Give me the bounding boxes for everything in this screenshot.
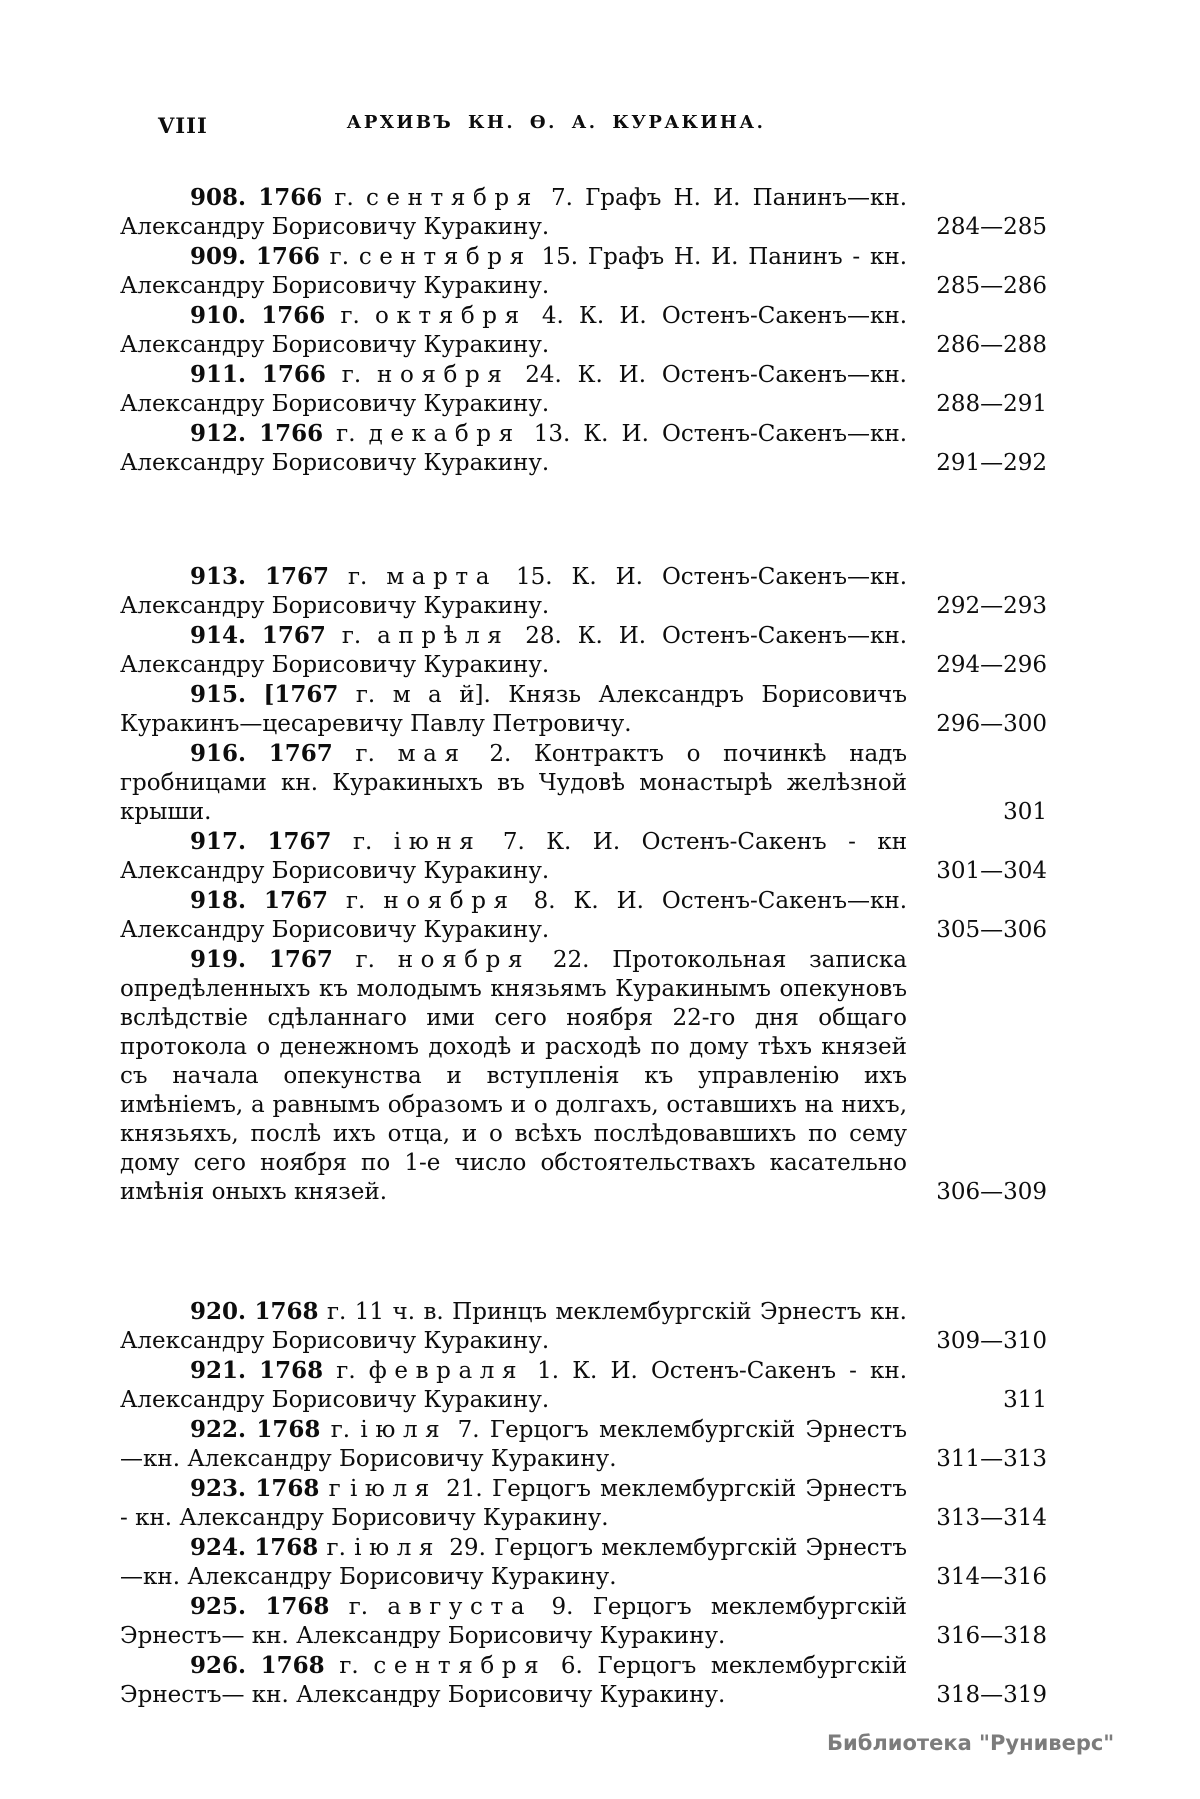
- entry-year: 1767: [268, 740, 333, 767]
- entry-year: 1768: [255, 1475, 320, 1502]
- toc-entry: [120, 1651, 1047, 1710]
- toc-entry: [120, 1297, 1047, 1356]
- toc-group: [120, 1297, 1047, 1710]
- entry-year: 1768: [259, 1357, 324, 1384]
- entry-num: 908.: [190, 184, 247, 211]
- toc-entries: [120, 183, 1047, 1710]
- toc-entry: [120, 360, 1047, 419]
- entry-pre: г.: [341, 623, 362, 649]
- toc-entry: [120, 945, 1047, 1207]
- toc-entry: [120, 242, 1047, 301]
- entry-rest: 7. Герцогъ меклембургскій Эрнестъ—кн. Александру Борисовичу Куракину.: [120, 1417, 907, 1472]
- entry-rest: 13. К. И. Остенъ-Сакенъ—кн. Александру Борисовичу Куракину.: [120, 421, 908, 476]
- entry-month: іюля: [349, 1476, 437, 1502]
- entry-pre: г.: [334, 185, 354, 211]
- entry-rest: 28. К. И. Остенъ-Сакенъ—кн. Александру Борисовичу Куракину.: [120, 623, 908, 678]
- entry-rest: 24. К. И. Остенъ-Сакенъ—кн. Александру Борисовичу Куракину.: [120, 362, 907, 417]
- entry-pre: г.: [340, 303, 360, 329]
- entry-pages: 309—310: [936, 1328, 1047, 1354]
- entry-pre: г.: [355, 741, 375, 767]
- entry-pages: 301: [1003, 799, 1047, 825]
- toc-group: [120, 562, 1047, 1207]
- entry-pre: г.: [345, 888, 366, 914]
- entry-year: 1766: [258, 184, 323, 211]
- entry-num: 922.: [190, 1416, 247, 1443]
- entry-month: ноября: [397, 947, 531, 973]
- entry-rest: Принцъ меклембургскій Эрнестъ кн. Александру Борисовичу Куракину.: [120, 1299, 907, 1354]
- entry-pre: г: [328, 1476, 341, 1502]
- entry-pages: 294—296: [936, 652, 1047, 678]
- folio-page-number: VIII: [158, 113, 208, 138]
- entry-year: 1768: [254, 1298, 319, 1325]
- entry-pre: г. м а й].: [355, 682, 491, 708]
- entry-num: 910.: [190, 302, 247, 329]
- entry-num: 909.: [190, 243, 247, 270]
- entry-rest: 6. Герцогъ меклембургскій Эрнестъ— кн. Александру Борисовичу Куракину.: [120, 1653, 908, 1708]
- entry-rest: 7. К. И. Остенъ-Сакенъ - кн Александру Борисовичу Куракину.: [120, 829, 908, 884]
- entry-num: 924.: [190, 1534, 247, 1561]
- entry-year: 1766: [261, 361, 326, 388]
- entry-year: 1767: [261, 622, 326, 649]
- entry-pages: 318—319: [936, 1682, 1047, 1708]
- entry-pre: г.: [352, 829, 373, 855]
- toc-entry: [120, 1592, 1047, 1651]
- entry-year: 1768: [265, 1593, 330, 1620]
- entry-year: 1766: [261, 302, 326, 329]
- entry-rest: 15. Графъ Н. И. Панинъ - кн. Александру Борисовичу Куракину.: [120, 244, 908, 299]
- entry-pre: г.: [330, 1417, 351, 1443]
- entry-pages: 296—300: [936, 711, 1047, 737]
- toc-entry: [120, 886, 1047, 945]
- entry-num: 918.: [190, 887, 247, 914]
- entry-pages: 284—285: [936, 214, 1047, 240]
- entry-year: 1768: [256, 1416, 321, 1443]
- entry-year: 1768: [260, 1652, 325, 1679]
- entry-rest: 22. Протокольная записка опредѣленныхъ къ молодымъ князьямъ Куракинымъ опекуновъ вслѣдствіе сдѣланнаго ими сего ноября 22-го дня общаго протокола о денежномъ доходѣ и расходѣ по дому тѣхъ князей съ начала опекунства и вступленія къ управленію ихъ имѣніемъ, а равнымъ образомъ и о долгахъ, оставшихъ на нихъ, князьяхъ, послѣ ихъ отца, и о всѣхъ послѣдовавшихъ по сему дому сего ноября по 1-е число обстоятельствахъ касательно имѣнія оныхъ князей.: [120, 947, 907, 1205]
- entry-pre: г.: [339, 1653, 359, 1679]
- entry-pages: 285—286: [936, 273, 1047, 299]
- entry-rest: 9. Герцогъ меклембургскій Эрнестъ— кн. Александру Борисовичу Куракину.: [120, 1594, 907, 1649]
- entry-rest: 1. К. И. Остенъ-Сакенъ - кн. Александру Борисовичу Куракину.: [120, 1358, 908, 1413]
- entry-year: 1766: [255, 243, 320, 270]
- entry-pages: 292—293: [936, 593, 1047, 619]
- entry-month: мая: [397, 741, 467, 767]
- toc-entry: [120, 621, 1047, 680]
- entry-pages: 316—318: [936, 1623, 1047, 1649]
- entry-pages: 311—313: [936, 1446, 1047, 1472]
- entry-pages: 313—314: [936, 1505, 1047, 1531]
- toc-entry: [120, 183, 1047, 242]
- toc-entry: [120, 562, 1047, 621]
- entry-num: 921.: [190, 1357, 247, 1384]
- entry-month: ноября: [377, 362, 510, 388]
- entry-pages: 286—288: [936, 332, 1047, 358]
- toc-entry: [120, 1533, 1047, 1592]
- entry-num: 913.: [190, 563, 247, 590]
- entry-rest: 2. Контрактъ о починкѣ надъ гробницами кн. Куракиныхъ въ Чудовѣ монастырѣ желѣзной крыши.: [120, 741, 908, 825]
- entry-month: августа: [387, 1594, 533, 1620]
- toc-entry: [120, 680, 1047, 739]
- entry-month: ноября: [383, 888, 516, 914]
- entry-year: 1766: [259, 420, 324, 447]
- entry-month: сентября: [365, 185, 539, 211]
- toc-entry: [120, 1356, 1047, 1415]
- entry-pages: 305—306: [936, 917, 1047, 943]
- entry-month: октября: [375, 303, 527, 329]
- toc-entry: [120, 419, 1047, 478]
- entry-year: 1767: [267, 828, 332, 855]
- entry-pre: г.: [336, 1358, 356, 1384]
- entry-month: декабря: [368, 421, 521, 447]
- toc-entry: [120, 1474, 1047, 1533]
- entry-pre: г. 11 ч. в.: [326, 1299, 444, 1325]
- entry-rest: 7. Графъ Н. И. Панинъ—кн. Александру Борисовичу Куракину.: [120, 185, 908, 240]
- entry-year: 1767: [264, 887, 329, 914]
- entry-pages: 288—291: [936, 391, 1047, 417]
- toc-entry: [120, 827, 1047, 886]
- entry-num: 923.: [190, 1475, 247, 1502]
- entry-num: 925.: [190, 1593, 247, 1620]
- entry-num: 919.: [190, 946, 247, 973]
- toc-entry: [120, 301, 1047, 360]
- entry-pre: г.: [348, 1594, 369, 1620]
- entry-num: 912.: [190, 420, 247, 447]
- entry-month: іюля: [360, 1417, 448, 1443]
- entry-pages: 291—292: [936, 450, 1047, 476]
- entry-month: іюля: [354, 1535, 442, 1561]
- entry-num: 917.: [190, 828, 247, 855]
- entry-rest: 4. К. И. Остенъ-Сакенъ—кн. Александру Борисовичу Куракину.: [120, 303, 908, 358]
- entry-month: сентября: [373, 1653, 547, 1679]
- entry-pre: г.: [326, 1535, 346, 1561]
- running-title: АРХИВЪ КН. Ѳ. А. КУРАКИНА.: [346, 112, 766, 133]
- entry-pages: 301—304: [936, 858, 1047, 884]
- entry-pre: г.: [341, 362, 362, 388]
- toc-entry: [120, 1415, 1047, 1474]
- entry-year: 1767: [265, 563, 330, 590]
- entry-month: апрѣля: [377, 623, 510, 649]
- entry-num: 920.: [190, 1298, 247, 1325]
- entry-month: февраля: [368, 1358, 525, 1384]
- library-watermark: Библиотека "Руниверс": [827, 1731, 1115, 1755]
- entry-num: 911.: [190, 361, 247, 388]
- entry-pre: г.: [347, 564, 368, 590]
- entry-pre: г.: [336, 421, 356, 447]
- entry-year: 1768: [254, 1534, 319, 1561]
- entry-pages: 311: [1003, 1387, 1047, 1413]
- entry-month: сентября: [358, 244, 532, 270]
- entry-num: 915.: [190, 681, 247, 708]
- entry-year: 1767: [268, 946, 333, 973]
- entry-pages: 314—316: [936, 1564, 1047, 1590]
- entry-rest: 8. К. И. Остенъ-Сакенъ—кн. Александру Борисовичу Куракину.: [120, 888, 908, 943]
- entry-rest: 15. К. И. Остенъ-Сакенъ—кн. Александру Борисовичу Куракину.: [120, 564, 908, 619]
- entry-pages: 306—309: [936, 1179, 1047, 1205]
- toc-group: [120, 183, 1047, 478]
- entry-num: 916.: [190, 740, 247, 767]
- entry-month: іюня: [393, 829, 482, 855]
- entry-rest: 21. Герцогъ меклембургскій Эрнестъ - кн. Александру Борисовичу Куракину.: [120, 1476, 907, 1531]
- entry-pre: г.: [329, 244, 350, 270]
- entry-rest: 29. Герцогъ меклембургскій Эрнестъ—кн. Александру Борисовичу Куракину.: [120, 1535, 908, 1590]
- entry-num: 926.: [190, 1652, 247, 1679]
- entry-num: 914.: [190, 622, 247, 649]
- entry-year: [1767: [263, 681, 339, 708]
- toc-entry: [120, 739, 1047, 827]
- entry-pre: г.: [355, 947, 375, 973]
- entry-rest: Князь Александръ Борисовичъ Куракинъ—цесаревичу Павлу Петровичу.: [120, 682, 908, 737]
- entry-month: марта: [386, 564, 498, 590]
